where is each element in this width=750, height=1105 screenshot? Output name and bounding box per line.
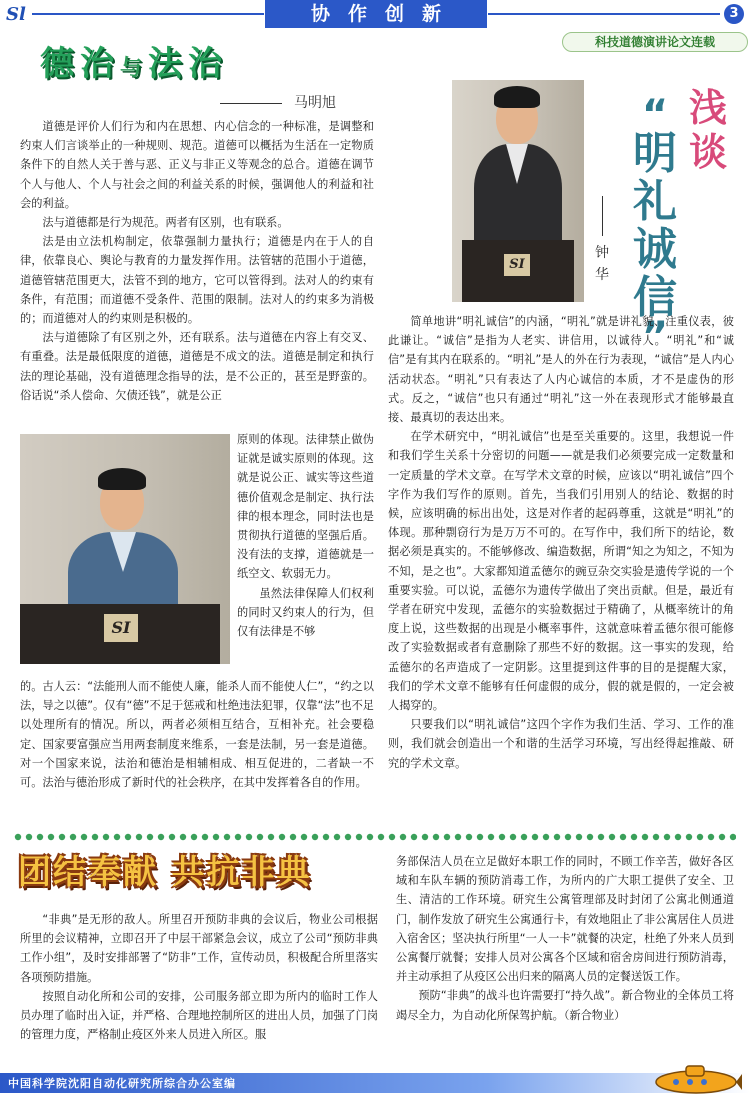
article2-quote-close: ”	[641, 314, 669, 360]
divider-dot	[422, 834, 428, 840]
divider-dot	[477, 834, 483, 840]
section-divider	[14, 832, 736, 842]
article3-body-left	[20, 910, 378, 1044]
divider-dot	[708, 834, 714, 840]
article1-title	[40, 36, 228, 85]
byline-dash	[220, 103, 282, 104]
divider-dot	[587, 834, 593, 840]
divider-dot	[191, 834, 197, 840]
divider-dot	[433, 834, 439, 840]
footer-text: 中国科学院沈阳自动化研究所综合办公室编	[8, 1077, 236, 1090]
divider-dot	[554, 834, 560, 840]
podium-logo: SI	[504, 254, 530, 276]
divider-dot	[180, 834, 186, 840]
divider-dot	[15, 834, 21, 840]
divider-dot	[268, 834, 274, 840]
submarine-icon	[646, 1058, 742, 1098]
divider-dot	[70, 834, 76, 840]
divider-dot	[59, 834, 65, 840]
article2-paragraph: 只要我们以“明礼诚信”这四个字作为我们生活、学习、工作的准则，我们就会创造出一个和谐的生活学习环境，写出经得起推敲、研究的学术文章。	[388, 718, 734, 770]
article1-paragraph: 的。古人云：“法能刑人而不能使人廉，能杀人而不能使人仁”，“约之以法，导之以德”。仅有“德”不足于惩戒和杜绝违法犯罪，仅靠“法”也不足以处理所有的情况。所以，两者必须相互结合，互相补充。社会要稳定、国家要富强应当用两套制度来维系，一套是法制，另一套是道德。对一个国家来说，法治和德治是相辅相成、相互促进的，二者缺一不可。法治与德治形成了新时代的社会秩序，在其中发挥着各自的作用。	[20, 680, 374, 790]
divider-dot	[367, 834, 373, 840]
article2-quote-open: “	[641, 92, 669, 138]
divider-dot	[510, 834, 516, 840]
divider-dot	[389, 834, 395, 840]
divider-dot	[81, 834, 87, 840]
byline-dash	[602, 196, 603, 236]
divider-dot	[400, 834, 406, 840]
divider-dot	[136, 834, 142, 840]
article2-byline	[592, 196, 612, 286]
divider-dot	[279, 834, 285, 840]
divider-dot	[224, 834, 230, 840]
article3-body-right	[396, 852, 734, 1025]
article3-title: 团结奉献 共抗非典	[18, 852, 312, 891]
article2-body	[388, 312, 734, 773]
article1-paragraph: 法与道德都是行为规范。两者有区别，也有联系。	[42, 216, 289, 230]
article1-author: 马明旭	[294, 95, 336, 111]
article1-body-wrap	[237, 430, 374, 641]
divider-dot	[576, 834, 582, 840]
article1-title-part2: 与	[120, 56, 149, 81]
article1-body-top	[20, 117, 374, 405]
article3-paragraph: “非典”是无形的敌人。所里召开预防非典的会议后，物业公司根据所里的会议精神，立即召开了中层干部紧急会议，成立了公司“预防非典工作小组”，及时安排部署了“防非”工作，宣传动员，积极配合所里落实各项预防措施。	[20, 913, 378, 984]
article1-byline	[220, 92, 336, 112]
divider-dot	[323, 834, 329, 840]
divider-dot	[147, 834, 153, 840]
divider-dot	[686, 834, 692, 840]
divider-dot	[620, 834, 626, 840]
author2-photo	[452, 80, 584, 302]
divider-dot	[499, 834, 505, 840]
divider-dot	[257, 834, 263, 840]
divider-dot	[345, 834, 351, 840]
divider-dot	[719, 834, 725, 840]
article2-paragraph: 在学术研究中，“明礼诚信”也是至关重要的。这里，我想说一件和我们学生关系十分密切的问题——就是我们必须要完成一定数量和一定质量的学术文章。在写学术文章的时候，应该以“明礼诚信”四个字作为我们写作的原则。首先，当我们引用别人的结论、数据的时候，应该明确的标出出处，这是对作者的起码尊重，这就是“明礼”的体现。那种剽窃行为是万万不可的。在写作中，我们所下的结论，数据必须是真实的。不能够修改、编造数据，所谓“知之为知之，不知为不知，是之也”。大家都知道孟德尔的豌豆杂交实验是遗传学说的一个重要实验。可以说，孟德尔为遗传学做出了突出贡献。但是，最近有学者在研究中发现，孟德尔的实验数据过于精确了，从概率统计的角度上说，这些数据的出现是小概率事件，这就意味着孟德尔很可能修改了实验数据或者有意删除了那些不好的数据。这一事实的发现，给孟德尔的名声造成了一定阴影。这里提到这件事的目的是提醒大家，我们的学术文章不能够有任何虚假的成分，假的就是假的，一定会被人揭穿的。	[388, 430, 734, 713]
divider-dot	[301, 834, 307, 840]
divider-dot	[213, 834, 219, 840]
article1-title-part3: 法治	[148, 44, 229, 84]
article2-author: 钟华	[595, 245, 609, 283]
divider-dot	[125, 834, 131, 840]
article2-title-part1: 浅谈	[688, 86, 727, 174]
header-rule-left	[32, 13, 264, 15]
divider-dot	[312, 834, 318, 840]
divider-dot	[543, 834, 549, 840]
divider-dot	[37, 834, 43, 840]
divider-dot	[114, 834, 120, 840]
article1-paragraph: 道德是评价人们行为和内在思想、内心信念的一种标准，是调整和约束人们言谈举止的一种规则、规范。道德可以概括为生活在一定物质条件下的自然人关于善与恶、正义与非正义等观念的总合。道德在调节个人与他人、个人与社会之间的利益关系的时候，强调他人的利益和社会的利益。	[20, 120, 374, 210]
header-rule-right	[488, 13, 720, 15]
divider-dot	[48, 834, 54, 840]
divider-dot	[653, 834, 659, 840]
divider-dot	[169, 834, 175, 840]
article1-title-part1: 德治	[40, 44, 120, 84]
divider-dot	[532, 834, 538, 840]
article3-paragraph: 预防“非典”的战斗也许需要打“持久战”。新合物业的全体员工将竭尽全力，为自动化所保驾护航。（新合物业）	[396, 989, 734, 1022]
divider-dot	[202, 834, 208, 840]
divider-dot	[565, 834, 571, 840]
article3-paragraph: 务部保洁人员在立足做好本职工作的同时，不顾工作辛苦，做好各区域和车队车辆的预防消毒工作，为所内的广大职工提供了安全、卫生、清洁的工作环境。研究生公寓管理部及时封闭了公寓北侧通道门，制作发放了研究生公寓通行卡，有效地阻止了非公寓居住人员进入宿舍区；坚决执行所里“一人一卡”就餐的决定，杜绝了外来人员到公寓餐厅就餐；安排人员对公寓各个区域和宿舍房间进行预防消毒，并主动承担了从疫区公出归来的隔离人员的定餐送饭工作。	[396, 855, 734, 984]
series-badge: 科技道德演讲论文连载	[562, 32, 748, 52]
page-header	[0, 0, 750, 30]
article1-paragraph: 原则的体现。法律禁止做伪证就是诚实原则的体现。这就是说公正、诚实等这些道德价值观念是制定、执行法律的根本理念，同时法也是贯彻执行道德的坚强后盾。没有法的支撑，道德就是一纸空文、软弱无力。	[237, 433, 374, 581]
article3-paragraph: 按照自动化所和公司的安排，公司服务部立即为所内的临时工作人员办理了临时出入证，并严格、合理地控制所区的进出人员，加强了门岗的管理力度，严格制止疫区外来人员进入所区。服	[20, 989, 379, 1042]
article2-title-part2: 明礼诚信	[633, 128, 677, 323]
divider-dot	[235, 834, 241, 840]
divider-dot	[246, 834, 252, 840]
article1-paragraph: 虽然法律保障人们权利的同时又约束人的行为，但仅有法律是不够	[237, 586, 374, 639]
divider-dot	[356, 834, 362, 840]
divider-dot	[730, 834, 736, 840]
page-number: 3	[724, 4, 744, 24]
divider-dot	[334, 834, 340, 840]
divider-dot	[598, 834, 604, 840]
divider-dot	[444, 834, 450, 840]
divider-dot	[675, 834, 681, 840]
section-title: 协作创新	[265, 0, 487, 28]
divider-dot	[92, 834, 98, 840]
divider-dot	[664, 834, 670, 840]
divider-dot	[631, 834, 637, 840]
article1-paragraph: 法是由立法机构制定，依靠强制力量执行；道德是内在于人的自律，依靠良心、舆论与教育的力量发挥作用。法管辖的范围小于道德，道德管辖范围更大，法管不到的地方，它可以管得到。法对人的约束有条件，有范围；而道德不受条件、范围的限制。法对人的约束多为消极的；而道德对人的约束则是积极的。	[20, 235, 374, 326]
divider-dot	[697, 834, 703, 840]
author1-photo	[20, 434, 230, 664]
divider-dot	[103, 834, 109, 840]
divider-dot	[455, 834, 461, 840]
divider-dot	[521, 834, 527, 840]
divider-dot	[158, 834, 164, 840]
divider-dot	[378, 834, 384, 840]
institute-logo-icon: Sl	[6, 4, 26, 25]
divider-dot	[26, 834, 32, 840]
divider-dot	[290, 834, 296, 840]
divider-dot	[411, 834, 417, 840]
article2-paragraph: 简单地讲“明礼诚信”的内涵，“明礼”就是讲礼貌、注重仪表，彼此谦让。“诚信”是指为人老实、讲信用，以诚待人。“明礼”和“诚信”是有其内在联系的。“明礼”是人的外在行为表现，“诚信”是人内心活动状态。“明礼”只有表达了人内心诚信的本质，才不是虚伪的形式。反之，“诚信”也只有通过“明礼”这一外在表现形式才能够最直接、最真切的表达出来。	[388, 315, 734, 425]
article1-paragraph: 法与道德除了有区别之外，还有联系。法与道德在内容上有交叉、有重叠。法是最低限度的道德，道德是不成文的法。道德是制定和执行法的理论基础，没有道德理念指导的法，是不公正的，甚至是野蛮的。俗话说“杀人偿命、欠债还钱”，就是公正	[20, 331, 374, 402]
article1-body-bottom	[20, 677, 374, 792]
divider-dot	[642, 834, 648, 840]
divider-dot	[466, 834, 472, 840]
podium-logo: SI	[104, 614, 138, 642]
divider-dot	[488, 834, 494, 840]
divider-dot	[609, 834, 615, 840]
